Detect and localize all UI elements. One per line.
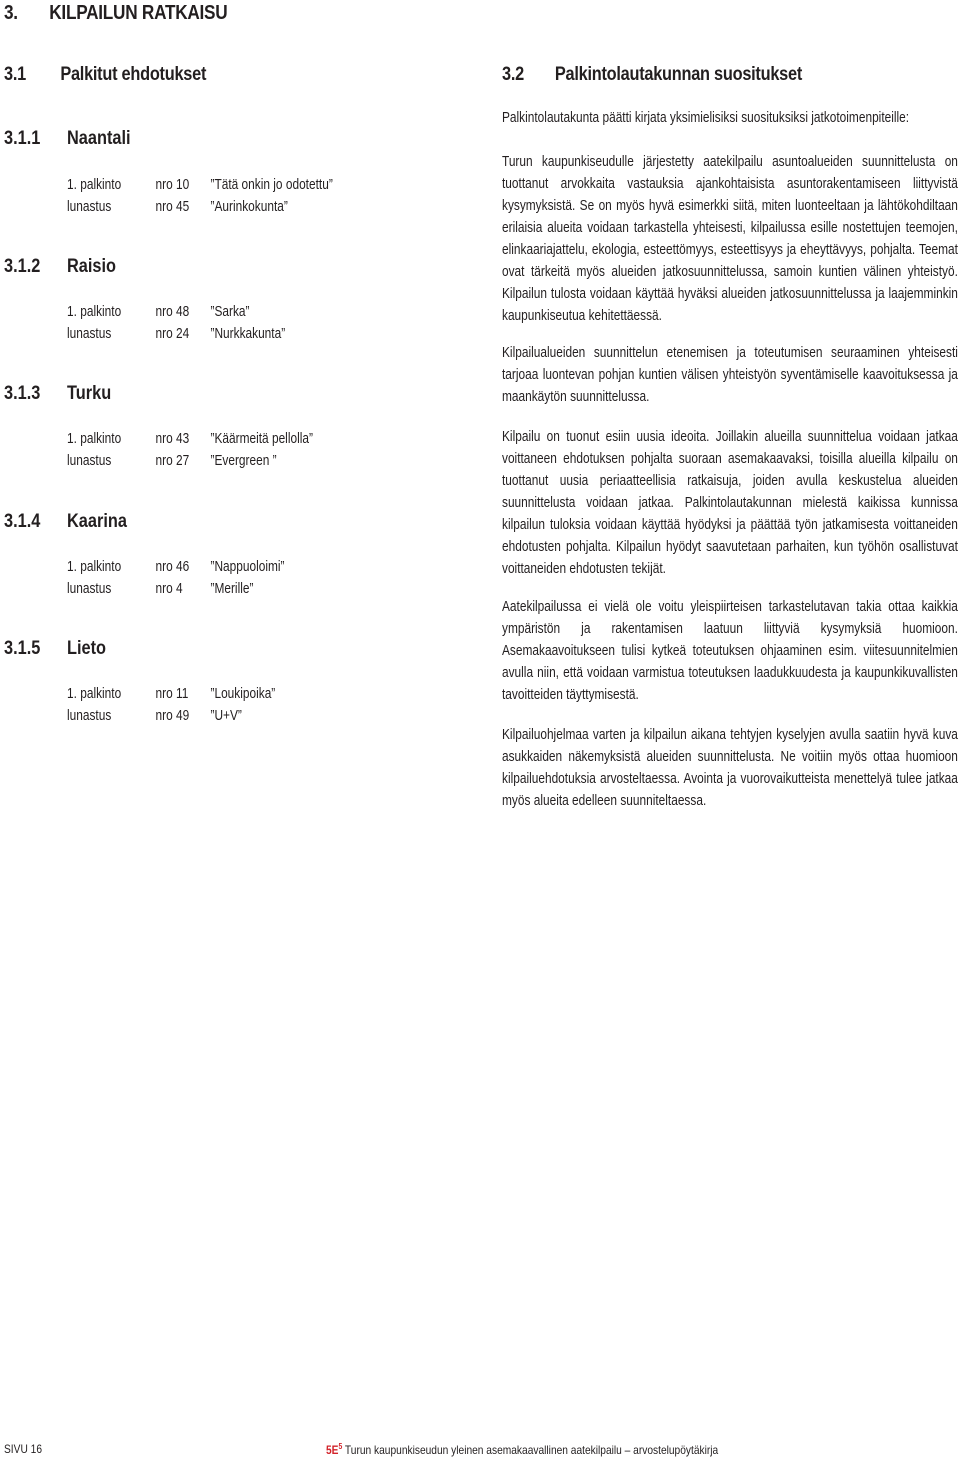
chapter-number: 3. xyxy=(4,2,18,24)
entry-pseudonym: ”Merille” xyxy=(210,581,254,597)
subsection-title: Lieto xyxy=(67,638,107,659)
award-row xyxy=(67,428,313,450)
entry-number: nro 48 xyxy=(155,304,190,320)
section-title: Palkintolautakunnan suositukset xyxy=(554,64,803,85)
entry-number: nro 10 xyxy=(155,177,190,193)
subsection-number: 3.1.4 xyxy=(4,511,41,532)
entry-number: nro 49 xyxy=(155,708,190,724)
award-type: lunastus xyxy=(67,453,112,469)
entry-pseudonym: ”U+V” xyxy=(210,708,242,724)
award-type: 1. palkinto xyxy=(67,559,122,575)
entry-number: nro 45 xyxy=(155,199,190,215)
award-row xyxy=(67,705,242,727)
award-row xyxy=(67,683,275,705)
entry-pseudonym: ”Käärmeitä pellolla” xyxy=(210,431,313,447)
entry-pseudonym: ”Aurinkokunta” xyxy=(210,199,288,215)
subsection-number: 3.1.2 xyxy=(4,256,41,277)
entry-pseudonym: ”Loukipoika” xyxy=(210,686,276,702)
subsection-number: 3.1.3 xyxy=(4,383,41,404)
entry-pseudonym: ”Sarka” xyxy=(210,304,250,320)
brand-logo-sup: 5 xyxy=(338,1442,343,1451)
chapter-title: KILPAILUN RATKAISU xyxy=(49,2,228,24)
award-type: lunastus xyxy=(67,326,112,342)
section-title: Palkitut ehdotukset xyxy=(60,64,207,85)
entry-pseudonym: ”Tätä onkin jo odotettu” xyxy=(210,177,333,193)
body-paragraph: Kilpailu on tuonut esiin uusia ideoita. Joillakin alueilla suunnittelua voidaan jatkaa voittaneen ehdotuksen pohjalta suoraan asemakaavaksi, toisilla alueilla kilpailu on tuottanut uusia periaatteellisia ratkaisuja, joiden avulla keskustelua alueiden suunnittelusta voidaan jatkaa. Palkintolautakunnan mielestä kaikissa kunnissa kilpailun tuloksia voidaan käyttää hyödyksi ja päättää työn jatkamisesta voittaneiden ehdotusten pohjalta. Kilpailun hyödyt saavutetaan parhaiten, kun työhön osallistuvat voittaneiden ehdotusten tekijät. xyxy=(502,429,958,577)
award-row xyxy=(67,323,285,345)
subsection-title: Kaarina xyxy=(67,511,127,532)
footer-title xyxy=(326,1442,718,1457)
body-paragraph: Aatekilpailussa ei vielä ole voitu yleispiirteisen tarkastelutavan takia ottaa kaikkia ympäristön ja rakentamisen laatuun liittyviä kysymyksiä huomioon. Asemakaavoitukseen tulisi kytkeä toteutuksen ohjaaminen esim. viitesuunnitelmien avulla niin, että voidaan varmistua toteutuksen laadukkuudesta ja kaupunkikuvallisten tavoitteiden täyttymisestä. xyxy=(502,599,958,703)
award-row xyxy=(67,301,249,323)
section-number: 3.1 xyxy=(4,64,26,85)
award-type: 1. palkinto xyxy=(67,686,122,702)
entry-number: nro 46 xyxy=(155,559,190,575)
chapter-heading xyxy=(4,2,227,25)
award-type: lunastus xyxy=(67,708,112,724)
subsection-number: 3.1.1 xyxy=(4,128,41,149)
award-type: 1. palkinto xyxy=(67,304,122,320)
entry-number: nro 11 xyxy=(155,686,189,702)
award-type: 1. palkinto xyxy=(67,431,122,447)
entry-pseudonym: ”Nurkkakunta” xyxy=(210,326,286,342)
award-row xyxy=(67,556,285,578)
section-number: 3.2 xyxy=(502,64,524,85)
award-row xyxy=(67,578,253,600)
award-type: 1. palkinto xyxy=(67,177,122,193)
subsection-title: Raisio xyxy=(67,256,117,277)
brand-logo xyxy=(326,1443,342,1457)
entry-number: nro 43 xyxy=(155,431,190,447)
award-row xyxy=(67,450,277,472)
award-type: lunastus xyxy=(67,199,112,215)
subsection-number: 3.1.5 xyxy=(4,638,41,659)
body-paragraph: Kilpailualueiden suunnittelun etenemisen ja toteutumisen seuraaminen yhteisesti tarjoaa luontevan pohjan kuntien välisen yhteistyön syventämiselle kaavoituksessa ja maankäytön suunnittelussa. xyxy=(502,345,958,405)
subsection-title: Turku xyxy=(67,383,112,404)
entry-pseudonym: ”Evergreen ” xyxy=(210,453,277,469)
entry-number: nro 4 xyxy=(155,581,183,597)
entry-number: nro 24 xyxy=(155,326,190,342)
subsection-title: Naantali xyxy=(67,128,131,149)
award-type: lunastus xyxy=(67,581,112,597)
brand-logo-text: 5E xyxy=(326,1443,339,1457)
entry-pseudonym: ”Nappuoloimi” xyxy=(210,559,285,575)
page-number: SIVU 16 xyxy=(4,1442,42,1456)
body-paragraph: Kilpailuohjelmaa varten ja kilpailun aikana tehtyjen kyselyjen avulla saatiin hyvä kuva asukkaiden näkemyksistä alueiden suunnittelusta. Ne voitiin myös ottaa huomioon kilpailuehdotuksia arvosteltaessa. Avointa ja vuorovaikutteista menettelyä tulee jatkaa myös alueita edelleen suunniteltaessa. xyxy=(502,727,958,809)
award-row xyxy=(67,196,288,218)
entry-number: nro 27 xyxy=(155,453,190,469)
section-heading-awarded xyxy=(4,64,206,86)
body-paragraph: Turun kaupunkiseudulle järjestetty aatekilpailu asuntoalueiden suunnittelusta on tuottanut arvokkaita vastauksia ajankohtaisista asuntorakentamiseen liittyvistä kysymyksistä. Se on myös hyvä esimerkki siitä, miten luonteeltaan ja lähtökohdiltaan erilaisia alueita voidaan tarkastella yhteisesti, kilpailussa esille nostettujen teemojen, elinkaariajattelu, ekologia, esteettömyys, esteettisyys ja eheyttävyys, pohjalta. Teemat ovat tärkeitä myös alueiden jatkosuunnittelussa, samoin kuntien välinen yhteistyö. Kilpailun tulosta voidaan käyttää hyväksi alueiden jatkosuunnittelussa ja laajemminkin kaupunkiseutua kehitettäessä. xyxy=(502,154,958,324)
intro-paragraph: Palkintolautakunta päätti kirjata yksimielisiksi suosituksiksi jatkotoimenpiteille: xyxy=(502,110,910,126)
award-row xyxy=(67,174,333,196)
document-title: Turun kaupunkiseudun yleinen asemakaavallinen aatekilpailu – arvostelupöytäkirja xyxy=(344,1443,719,1457)
section-heading-recommendations xyxy=(502,64,802,86)
